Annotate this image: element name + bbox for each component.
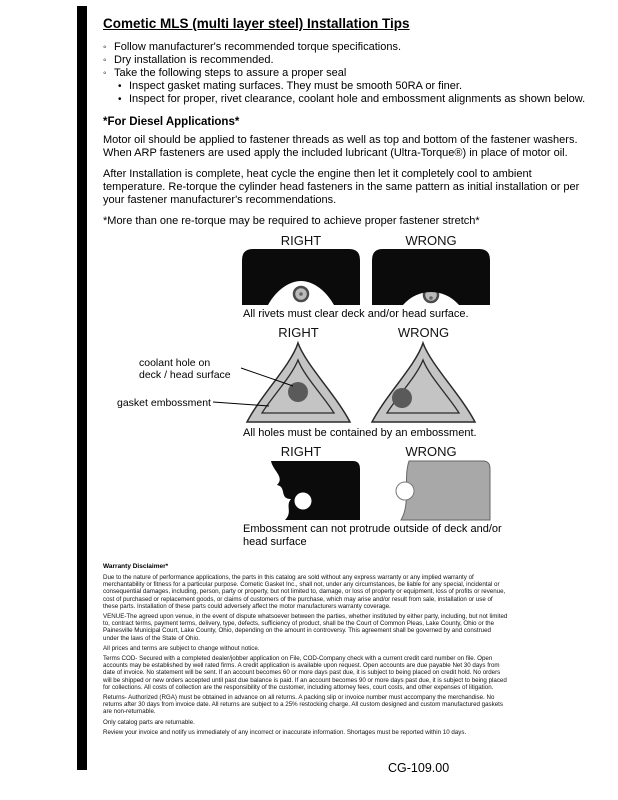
deck-surface-shape: [271, 461, 360, 520]
wrong-label: WRONG: [405, 233, 457, 248]
bullet-dry-installation: ◦ Dry installation is recommended.: [103, 54, 595, 67]
protrusion-right-diagram: [241, 459, 361, 521]
protrusion-caption: Embossment can not protrude outside of deck and/or head surface: [243, 523, 502, 548]
row1-diagrams: [241, 248, 595, 306]
diesel-paragraph-retorque: After Installation is complete, heat cycle the engine then let it completely cool to ambient temperature. Re-torque the cylinder head fasteners in the same pattern as initial installation or per your fastener manufacturer's recommendations.: [103, 168, 580, 206]
embossment-caption: All holes must be contained by an embossment.: [243, 427, 477, 439]
protrusion-diagram-row: [103, 445, 595, 549]
warranty-paragraph: Due to the nature of performance applications, the parts in this catalog are sold without any express warranty or any implied warranty of merchantability or fitness for a particular purpose. Cometic Gasket Inc., shall not, under any circumstances, be liable for any special, incidental or consequential damages, including, person, party or property, but not limited to, damage, or loss of property or equipment, loss of profits or revenue, cost of purchased or replacement goods, or claims of customers of the purchase, which may arise and/or result from sale, installation or use of these parts. Installation of these parts could adversely affect the motor manufacturers warranty coverage.: [103, 574, 506, 610]
rivet-diagram-row: [103, 234, 595, 321]
left-border-bar: [77, 6, 87, 770]
page-title: Cometic MLS (multi layer steel) Installation Tips: [103, 16, 410, 31]
deck-surface-shape: [372, 343, 475, 422]
bullet-proper-seal: ◦ Take the following steps to assure a proper seal: [103, 67, 595, 80]
warranty-paragraph: Returns- Authorized (RGA) must be obtained in advance on all returns. A packing slip or invoice number must accompany the merchandise. No returns after 30 days from invoice date. All returns are subject to a 25% restocking charge. All custom designed and custom manufactured gaskets are non-returnable.: [103, 694, 503, 716]
diesel-applications-heading: *For Diesel Applications*: [103, 116, 240, 128]
warranty-paragraph: Only catalog parts are returnable.: [103, 718, 195, 726]
bullet-torque-specs: ◦ Follow manufacturer's recommended torque specifications.: [103, 41, 595, 54]
row3-diagrams: [241, 459, 595, 521]
diagram-section: [103, 234, 595, 549]
warranty-paragraph: Review your invoice and notify us immediately of any incorrect or inaccurate information. Shortages must be reported within 10 days.: [103, 728, 467, 736]
embossment-hole-icon: [295, 493, 312, 510]
protrusion-wrong-diagram: [371, 459, 491, 521]
coolant-hole-icon: [288, 382, 308, 402]
gasket-embossment-label: gasket embossment: [117, 397, 211, 409]
wrong-label: WRONG: [397, 325, 450, 340]
row2-headers: [241, 326, 595, 340]
page-content: [103, 16, 595, 736]
embossment-wrong-diagram: [366, 340, 481, 425]
warranty-paragraph: All prices and terms are subject to change without notice.: [103, 644, 260, 652]
rivet-caption: All rivets must clear deck and/or head surface.: [243, 308, 469, 320]
warranty-paragraph: Terms COD- Secured with a completed dealer/jobber application on File, COD-Company check with a current credit card number on file. Open accounts may be established by well rated firms. A credit application is available upon request. Open accounts are due payable Net 30 days from date of invoice. No statement will be sent. If an account becomes 60 or more days past due, it is subject to being placed on credit hold. No orders will be shipped or new orders accepted until past due balance is paid. If an account becomes 90 or more days past due, it is subject to being placed for collections. All costs of collection are the responsibility of the customer, including attorney fees, court costs, and other expenses of litigation.: [103, 655, 507, 691]
sub-bullet-mating-surfaces: • Inspect gasket mating surfaces. They must be smooth 50RA or finer.: [103, 80, 595, 93]
warranty-disclaimer: [103, 563, 508, 736]
right-label: RIGHT: [280, 233, 322, 248]
coolant-hole-icon: [392, 388, 412, 408]
page-number-code: CG-109.00: [388, 761, 450, 775]
right-label: RIGHT: [280, 444, 322, 459]
row3-headers: [241, 445, 595, 459]
warranty-paragraph: VENUE-The agreed upon venue, in the event of dispute whatsoever between the parties, whether instituted by either party, including, but not limited to, contract terms, payment terms, delivery, type, defects, sufficiency of product, shall be the Court of Common Pleas, Lake County, Ohio or the Painesville Municipal Court, Lake County, Ohio, depending on the amount in controversy. This agreement shall be governed by and construed under the laws of the State of Ohio.: [103, 613, 508, 642]
right-label: RIGHT: [278, 325, 319, 340]
coolant-hole-diagram-row: [103, 326, 595, 440]
rivet-right-diagram: [241, 248, 361, 306]
row1-headers: [241, 234, 595, 248]
sub-bullet-inspect-alignments: • Inspect for proper, rivet clearance, coolant hole and embossment alignments as shown below.: [103, 93, 595, 106]
wrong-label: WRONG: [405, 444, 457, 459]
coolant-hole-label: coolant hole on deck / head surface: [139, 357, 231, 381]
rivet-wrong-diagram: [371, 248, 491, 306]
diesel-paragraph-oil: Motor oil should be applied to fastener threads as well as top and bottom of the fastener washers. When ARP fasteners are used apply the included lubricant (Ultra-Torque®) in place of motor oil.: [103, 134, 578, 159]
embossment-right-diagram: [241, 340, 356, 425]
warranty-heading: Warranty Disclaimer*: [103, 563, 169, 570]
retorque-note: *More than one re-torque may be required to achieve proper fastener stretch*: [103, 215, 480, 227]
embossment-hole-icon: [396, 482, 414, 500]
row2-diagrams: [241, 340, 595, 425]
